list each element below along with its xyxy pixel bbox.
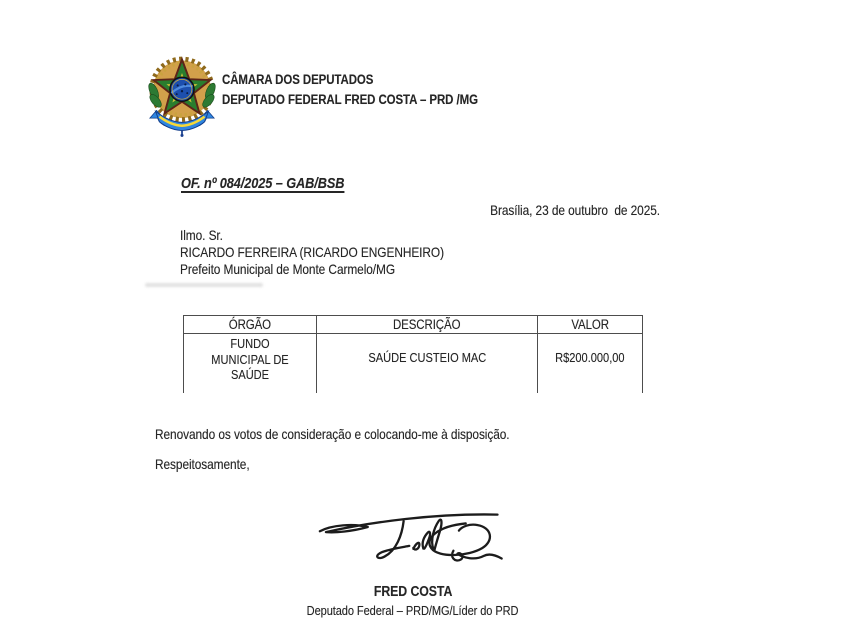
table-cell-descricao <box>316 334 537 393</box>
salutation-line: Ilmo. Sr. <box>180 227 223 243</box>
signature-scribble <box>305 500 507 569</box>
table-header-descricao <box>316 315 537 334</box>
closing-line: Renovando os votos de consideração e colocando-me à disposição. <box>155 426 510 442</box>
table-header-orgao-label: ÓRGÃO <box>228 317 272 332</box>
reference-line: OF. nº 084/2025 – GAB/BSB <box>181 175 345 192</box>
table-header-orgao <box>183 315 316 334</box>
table-header-valor <box>537 315 643 334</box>
org-name-line: CÂMARA DOS DEPUTADOS <box>222 72 374 87</box>
brazil-coat-of-arms-icon <box>146 53 218 139</box>
table-header-valor-label: VALOR <box>571 317 609 332</box>
table-cell-descricao-value: SAÚDE CUSTEIO MAC <box>368 350 486 365</box>
dateline: Brasília, 23 de outubro de 2025. <box>490 202 660 218</box>
scan-artifact <box>145 283 263 287</box>
table-cell-orgao-value: FUNDO MUNICIPAL DE SAÚDE <box>211 336 289 382</box>
table-header-descricao-label: DESCRIÇÃO <box>393 317 461 332</box>
grant-table <box>183 315 643 393</box>
valediction-line: Respeitosamente, <box>155 456 250 472</box>
table-cell-valor <box>537 334 643 393</box>
signer-role-text: Deputado Federal – PRD/MG/Líder do PRD <box>307 603 519 618</box>
recipient-title-line: Prefeito Municipal de Monte Carmelo/MG <box>180 261 396 277</box>
signer-name-text: FRED COSTA <box>373 584 453 600</box>
recipient-name-line: RICARDO FERREIRA (RICARDO ENGENHEIRO) <box>180 244 444 260</box>
signer-name-line <box>183 584 643 600</box>
table-cell-valor-value: R$200.000,00 <box>555 350 625 365</box>
deputy-name-line: DEPUTADO FEDERAL FRED COSTA – PRD /MG <box>222 92 478 107</box>
table-cell-orgao <box>183 334 316 393</box>
signer-role-line <box>183 603 643 618</box>
